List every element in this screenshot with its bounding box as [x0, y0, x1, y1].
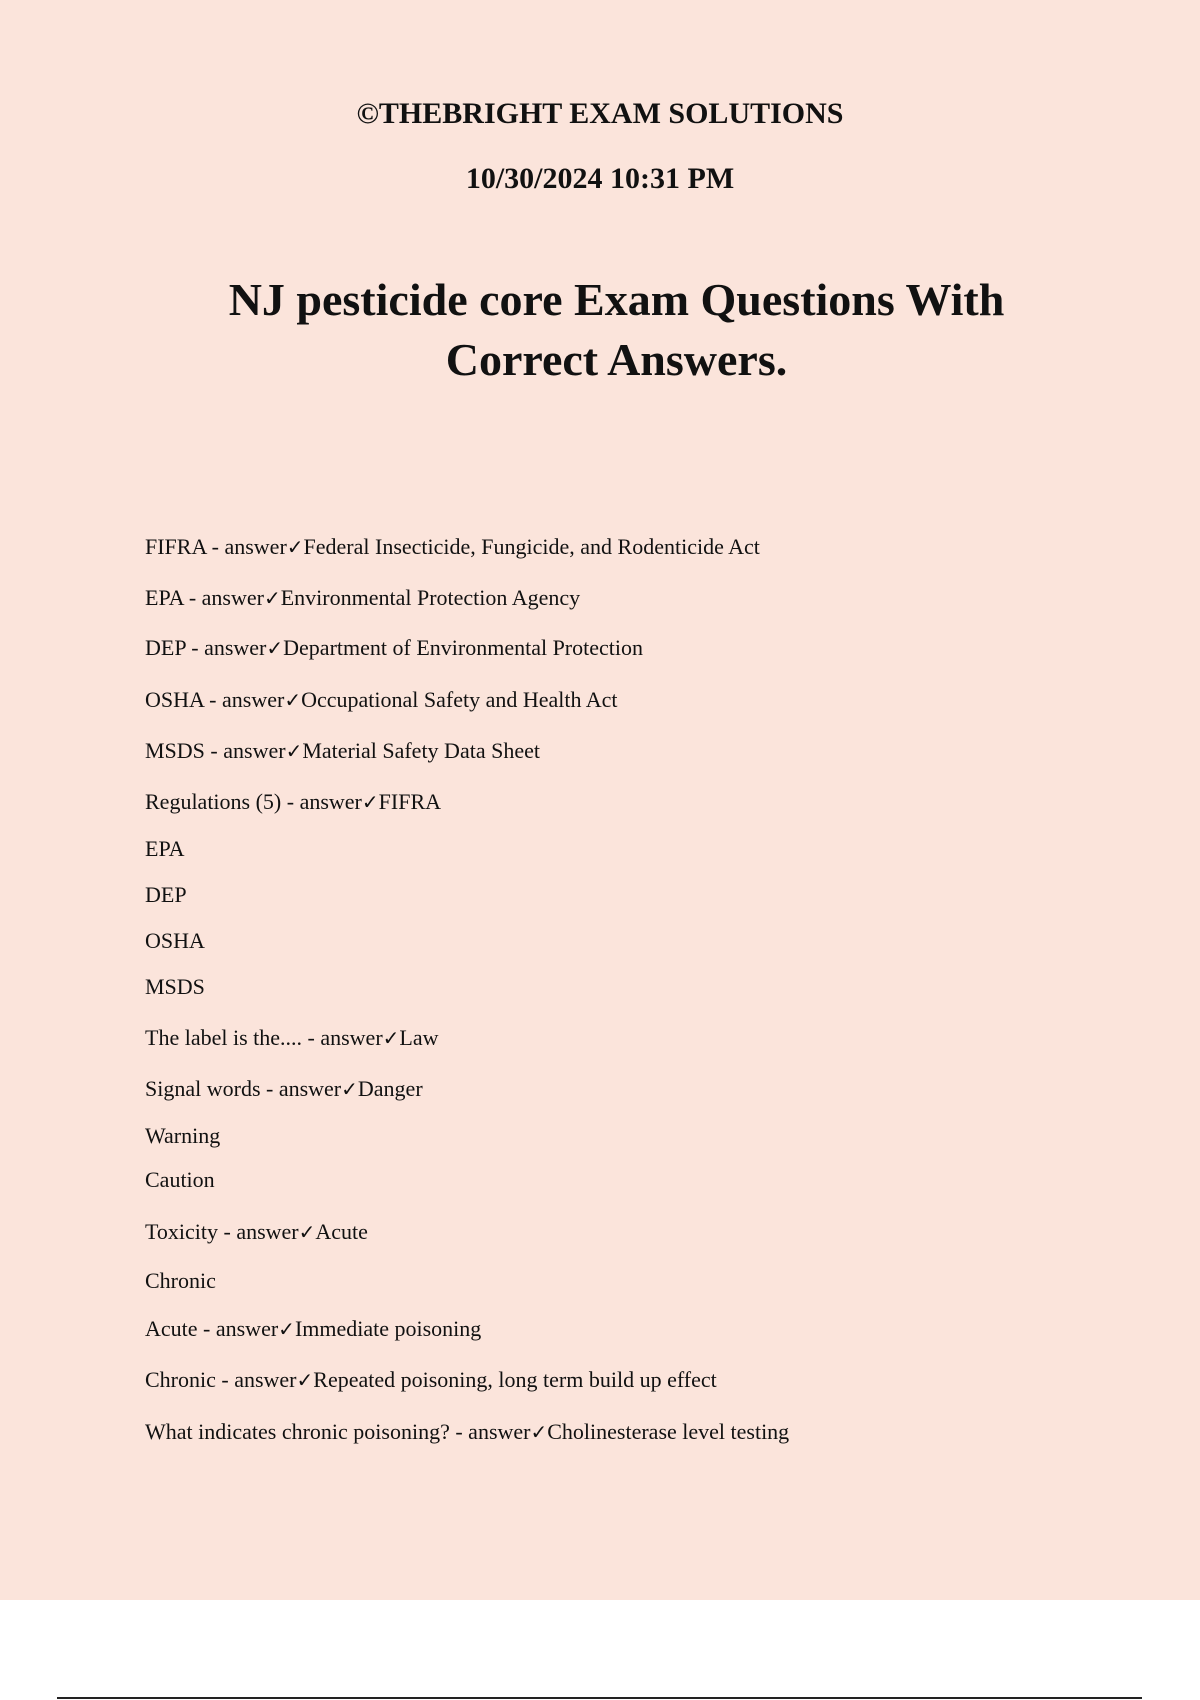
question: EPA - answer — [145, 585, 264, 610]
qa-entry — [145, 584, 580, 612]
question: OSHA - answer — [145, 687, 285, 712]
qa-entry — [145, 1366, 717, 1394]
check-icon: ✓ — [298, 1220, 316, 1244]
answer-continuation: EPA — [145, 836, 185, 861]
question: Toxicity - answer — [145, 1219, 299, 1244]
answer: Department of Environmental Protection — [283, 635, 643, 660]
check-icon: ✓ — [361, 790, 379, 814]
check-icon: ✓ — [285, 739, 303, 763]
answer-continuation: OSHA — [145, 928, 205, 953]
question: Chronic - answer — [145, 1367, 297, 1392]
answer: Repeated poisoning, long term build up effect — [313, 1367, 717, 1392]
answer: Cholinesterase level testing — [547, 1419, 790, 1444]
brand-header: ©THEBRIGHT EXAM SOLUTIONS — [356, 97, 844, 130]
title-line-2: Correct Answers. — [445, 334, 788, 385]
answer: Immediate poisoning — [294, 1316, 482, 1341]
answer-continuation: Chronic — [145, 1268, 216, 1293]
answer: Danger — [357, 1076, 423, 1101]
check-icon: ✓ — [286, 535, 304, 559]
qa-entry — [145, 1075, 423, 1103]
question: Signal words - answer — [145, 1076, 342, 1101]
title-line-1: NJ pesticide core Exam Questions With — [228, 274, 1005, 325]
answer: Federal Insecticide, Fungicide, and Rodenticide Act — [303, 534, 760, 559]
answer-continuation: Warning — [145, 1123, 221, 1148]
qa-entry — [145, 788, 441, 816]
question: MSDS - answer — [145, 738, 286, 763]
check-icon: ✓ — [530, 1420, 548, 1444]
check-icon: ✓ — [278, 1317, 295, 1341]
qa-entry — [145, 1218, 368, 1246]
answer: FIFRA — [378, 789, 442, 814]
qa-entry — [145, 1315, 481, 1343]
timestamp: 10/30/2024 10:31 PM — [465, 162, 735, 195]
answer: Material Safety Data Sheet — [302, 738, 540, 763]
check-icon: ✓ — [382, 1026, 400, 1050]
qa-entry — [145, 533, 760, 561]
check-icon: ✓ — [296, 1368, 314, 1392]
qa-entry — [145, 634, 643, 662]
question: Regulations (5) - answer — [145, 789, 362, 814]
qa-entry — [145, 686, 618, 714]
check-icon: ✓ — [263, 586, 281, 610]
answer: Occupational Safety and Health Act — [301, 687, 618, 712]
check-icon: ✓ — [341, 1077, 358, 1101]
check-icon: ✓ — [266, 636, 284, 660]
question: The label is the.... - answer — [145, 1025, 383, 1050]
answer-continuation: MSDS — [145, 974, 205, 999]
question: DEP - answer — [145, 635, 267, 660]
document-title — [150, 270, 1083, 390]
question: FIFRA - answer — [145, 534, 287, 559]
answer: Environmental Protection Agency — [280, 585, 581, 610]
check-icon: ✓ — [284, 688, 302, 712]
qa-entry — [145, 737, 540, 765]
qa-entry — [145, 1418, 789, 1446]
question: Acute - answer — [145, 1316, 279, 1341]
question: What indicates chronic poisoning? - answer — [145, 1419, 531, 1444]
answer-continuation: Caution — [145, 1167, 215, 1192]
qa-entry — [145, 1024, 439, 1052]
answer: Law — [399, 1025, 439, 1050]
footer-divider — [57, 1697, 1142, 1699]
answer-continuation: DEP — [145, 882, 187, 907]
answer: Acute — [315, 1219, 368, 1244]
